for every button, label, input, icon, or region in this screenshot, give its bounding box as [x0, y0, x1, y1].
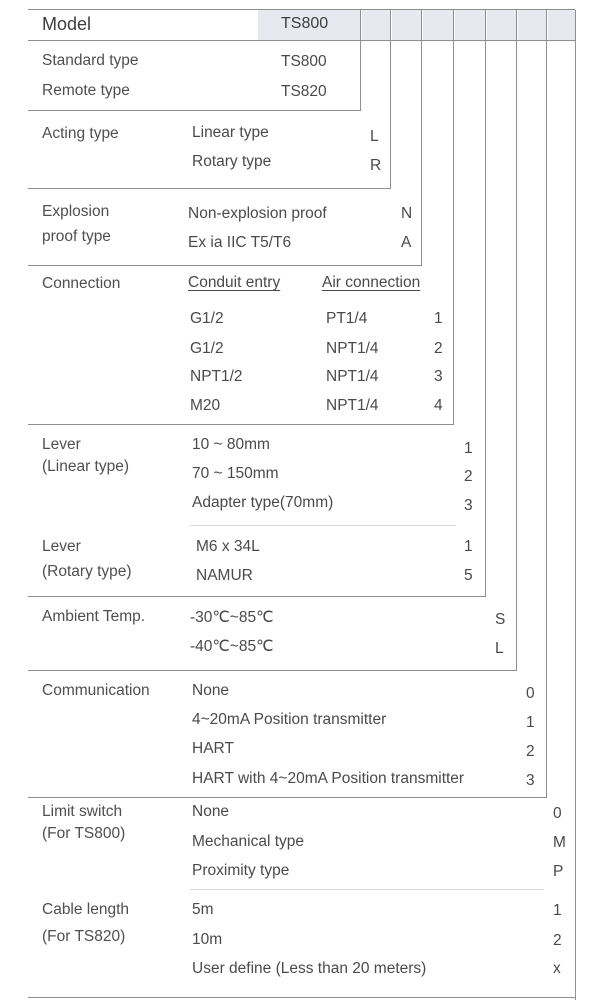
acting-code-R: R: [370, 157, 382, 174]
limit-switch-code-M: M: [553, 834, 566, 851]
explosion-label-line2: proof type: [42, 228, 111, 245]
cable-length-label-line1: Cable length: [42, 901, 130, 918]
lever-rotary-code-5: 5: [464, 567, 473, 584]
acting-code-L: L: [370, 128, 379, 145]
sep-bottom: [28, 997, 576, 998]
stair-vline-5: [485, 10, 486, 596]
code-cell-2: [362, 10, 390, 40]
cable-length-option-5m: 5m: [192, 901, 214, 918]
conduit-entry-header: Conduit entry: [188, 274, 281, 291]
ambient-code-L: L: [495, 640, 504, 657]
lever-linear-option-1: 10 ~ 80mm: [192, 436, 270, 453]
communication-label: Communication: [42, 682, 150, 699]
lever-rotary-code-1: 1: [464, 538, 473, 555]
limit-switch-label-line2: (For TS800): [42, 825, 126, 842]
connection-label: Connection: [42, 275, 121, 292]
model-value: TS800: [281, 15, 329, 32]
explosion-code-A: A: [401, 234, 412, 251]
limit-switch-label-line1: Limit switch: [42, 803, 123, 820]
stair-vline-4: [453, 10, 454, 424]
connection-code-4: 4: [434, 397, 443, 414]
air-connection-header: Air connection: [322, 274, 421, 291]
acting-option-rotary: Rotary type: [192, 153, 272, 170]
air-row-2: NPT1/4: [326, 340, 379, 357]
remote-type-code: TS820: [281, 83, 327, 100]
air-row-1: PT1/4: [326, 310, 368, 327]
conduit-row-3: NPT1/2: [190, 368, 243, 385]
cable-length-option-10m: 10m: [192, 931, 223, 948]
sep-acting: [28, 188, 391, 189]
connection-code-2: 2: [434, 340, 443, 357]
conduit-row-2: G1/2: [190, 340, 224, 357]
stair-vline-3: [421, 10, 422, 265]
cable-length-code-x: x: [553, 960, 561, 977]
sep-model: [28, 110, 361, 111]
remote-type-label: Remote type: [42, 82, 130, 99]
communication-option-none: None: [192, 682, 230, 699]
cable-length-code-1: 1: [553, 902, 562, 919]
lever-linear-label-line1: Lever: [42, 436, 81, 453]
code-cell-6: [487, 10, 516, 40]
model-label: Model: [42, 14, 92, 34]
code-cell-5: [455, 10, 485, 40]
communication-option-transmitter: 4~20mA Position transmitter: [192, 711, 387, 728]
limit-switch-option-none: None: [192, 803, 230, 820]
connection-code-3: 3: [434, 368, 443, 385]
limit-switch-code-P: P: [553, 863, 564, 880]
limit-switch-option-mechanical: Mechanical type: [192, 833, 305, 850]
cable-length-option-user-define: User define (Less than 20 meters): [192, 960, 427, 977]
lever-linear-option-3: Adapter type(70mm): [192, 494, 334, 511]
conduit-row-4: M20: [190, 397, 221, 414]
air-row-4: NPT1/4: [326, 397, 379, 414]
stair-vline-8: [575, 10, 576, 1000]
standard-type-code: TS800: [281, 53, 327, 70]
lever-linear-label-line2: (Linear type): [42, 458, 130, 475]
code-cell-3: [392, 10, 421, 40]
header-bottom-rule: [28, 40, 575, 41]
sep-ambient: [28, 670, 517, 671]
stair-vline-7: [546, 10, 547, 797]
limit-switch-code-0: 0: [553, 805, 562, 822]
limit-cable-divider: [190, 889, 544, 890]
lever-linear-code-1: 1: [464, 440, 473, 457]
sep-connection: [28, 424, 454, 425]
acting-type-label: Acting type: [42, 125, 119, 142]
air-row-3: NPT1/4: [326, 368, 379, 385]
code-cell-8: [548, 10, 575, 40]
code-cell-4: [423, 10, 453, 40]
communication-code-1: 1: [526, 714, 535, 731]
lever-linear-option-2: 70 ~ 150mm: [192, 465, 279, 482]
connection-code-1: 1: [434, 310, 443, 327]
explosion-option-exia: Ex ia IIC T5/T6: [188, 234, 292, 251]
communication-code-0: 0: [526, 685, 535, 702]
lever-rotary-label-line1: Lever: [42, 538, 81, 555]
communication-code-2: 2: [526, 743, 535, 760]
lever-linear-code-2: 2: [464, 468, 473, 485]
ambient-option-S: -30℃~85℃: [190, 609, 274, 626]
explosion-code-N: N: [401, 205, 413, 222]
stair-vline-2: [390, 10, 391, 188]
conduit-row-1: G1/2: [190, 310, 224, 327]
lever-linear-code-3: 3: [464, 497, 473, 514]
explosion-option-none: Non-explosion proof: [188, 205, 327, 222]
ambient-option-L: -40℃~85℃: [190, 638, 274, 655]
sep-explosion: [28, 265, 422, 266]
acting-option-linear: Linear type: [192, 124, 269, 141]
limit-switch-option-proximity: Proximity type: [192, 862, 290, 879]
standard-type-label: Standard type: [42, 52, 139, 69]
stair-vline-1: [360, 10, 361, 110]
cable-length-label-line2: (For TS820): [42, 928, 126, 945]
explosion-label-line1: Explosion: [42, 203, 110, 220]
lever-divider: [190, 525, 456, 526]
lever-rotary-label-line2: (Rotary type): [42, 563, 132, 580]
sep-communication: [28, 797, 547, 798]
code-cell-7: [518, 10, 546, 40]
ambient-code-S: S: [495, 611, 506, 628]
ambient-temp-label: Ambient Temp.: [42, 608, 146, 625]
sep-lever: [28, 596, 486, 597]
cable-length-code-2: 2: [553, 932, 562, 949]
lever-rotary-option-1: M6 x 34L: [196, 538, 260, 555]
stair-vline-6: [516, 10, 517, 670]
communication-code-3: 3: [526, 772, 535, 789]
lever-rotary-option-2: NAMUR: [196, 567, 253, 584]
communication-option-hart-transmitter: HART with 4~20mA Position transmitter: [192, 770, 465, 787]
communication-option-hart: HART: [192, 740, 234, 757]
